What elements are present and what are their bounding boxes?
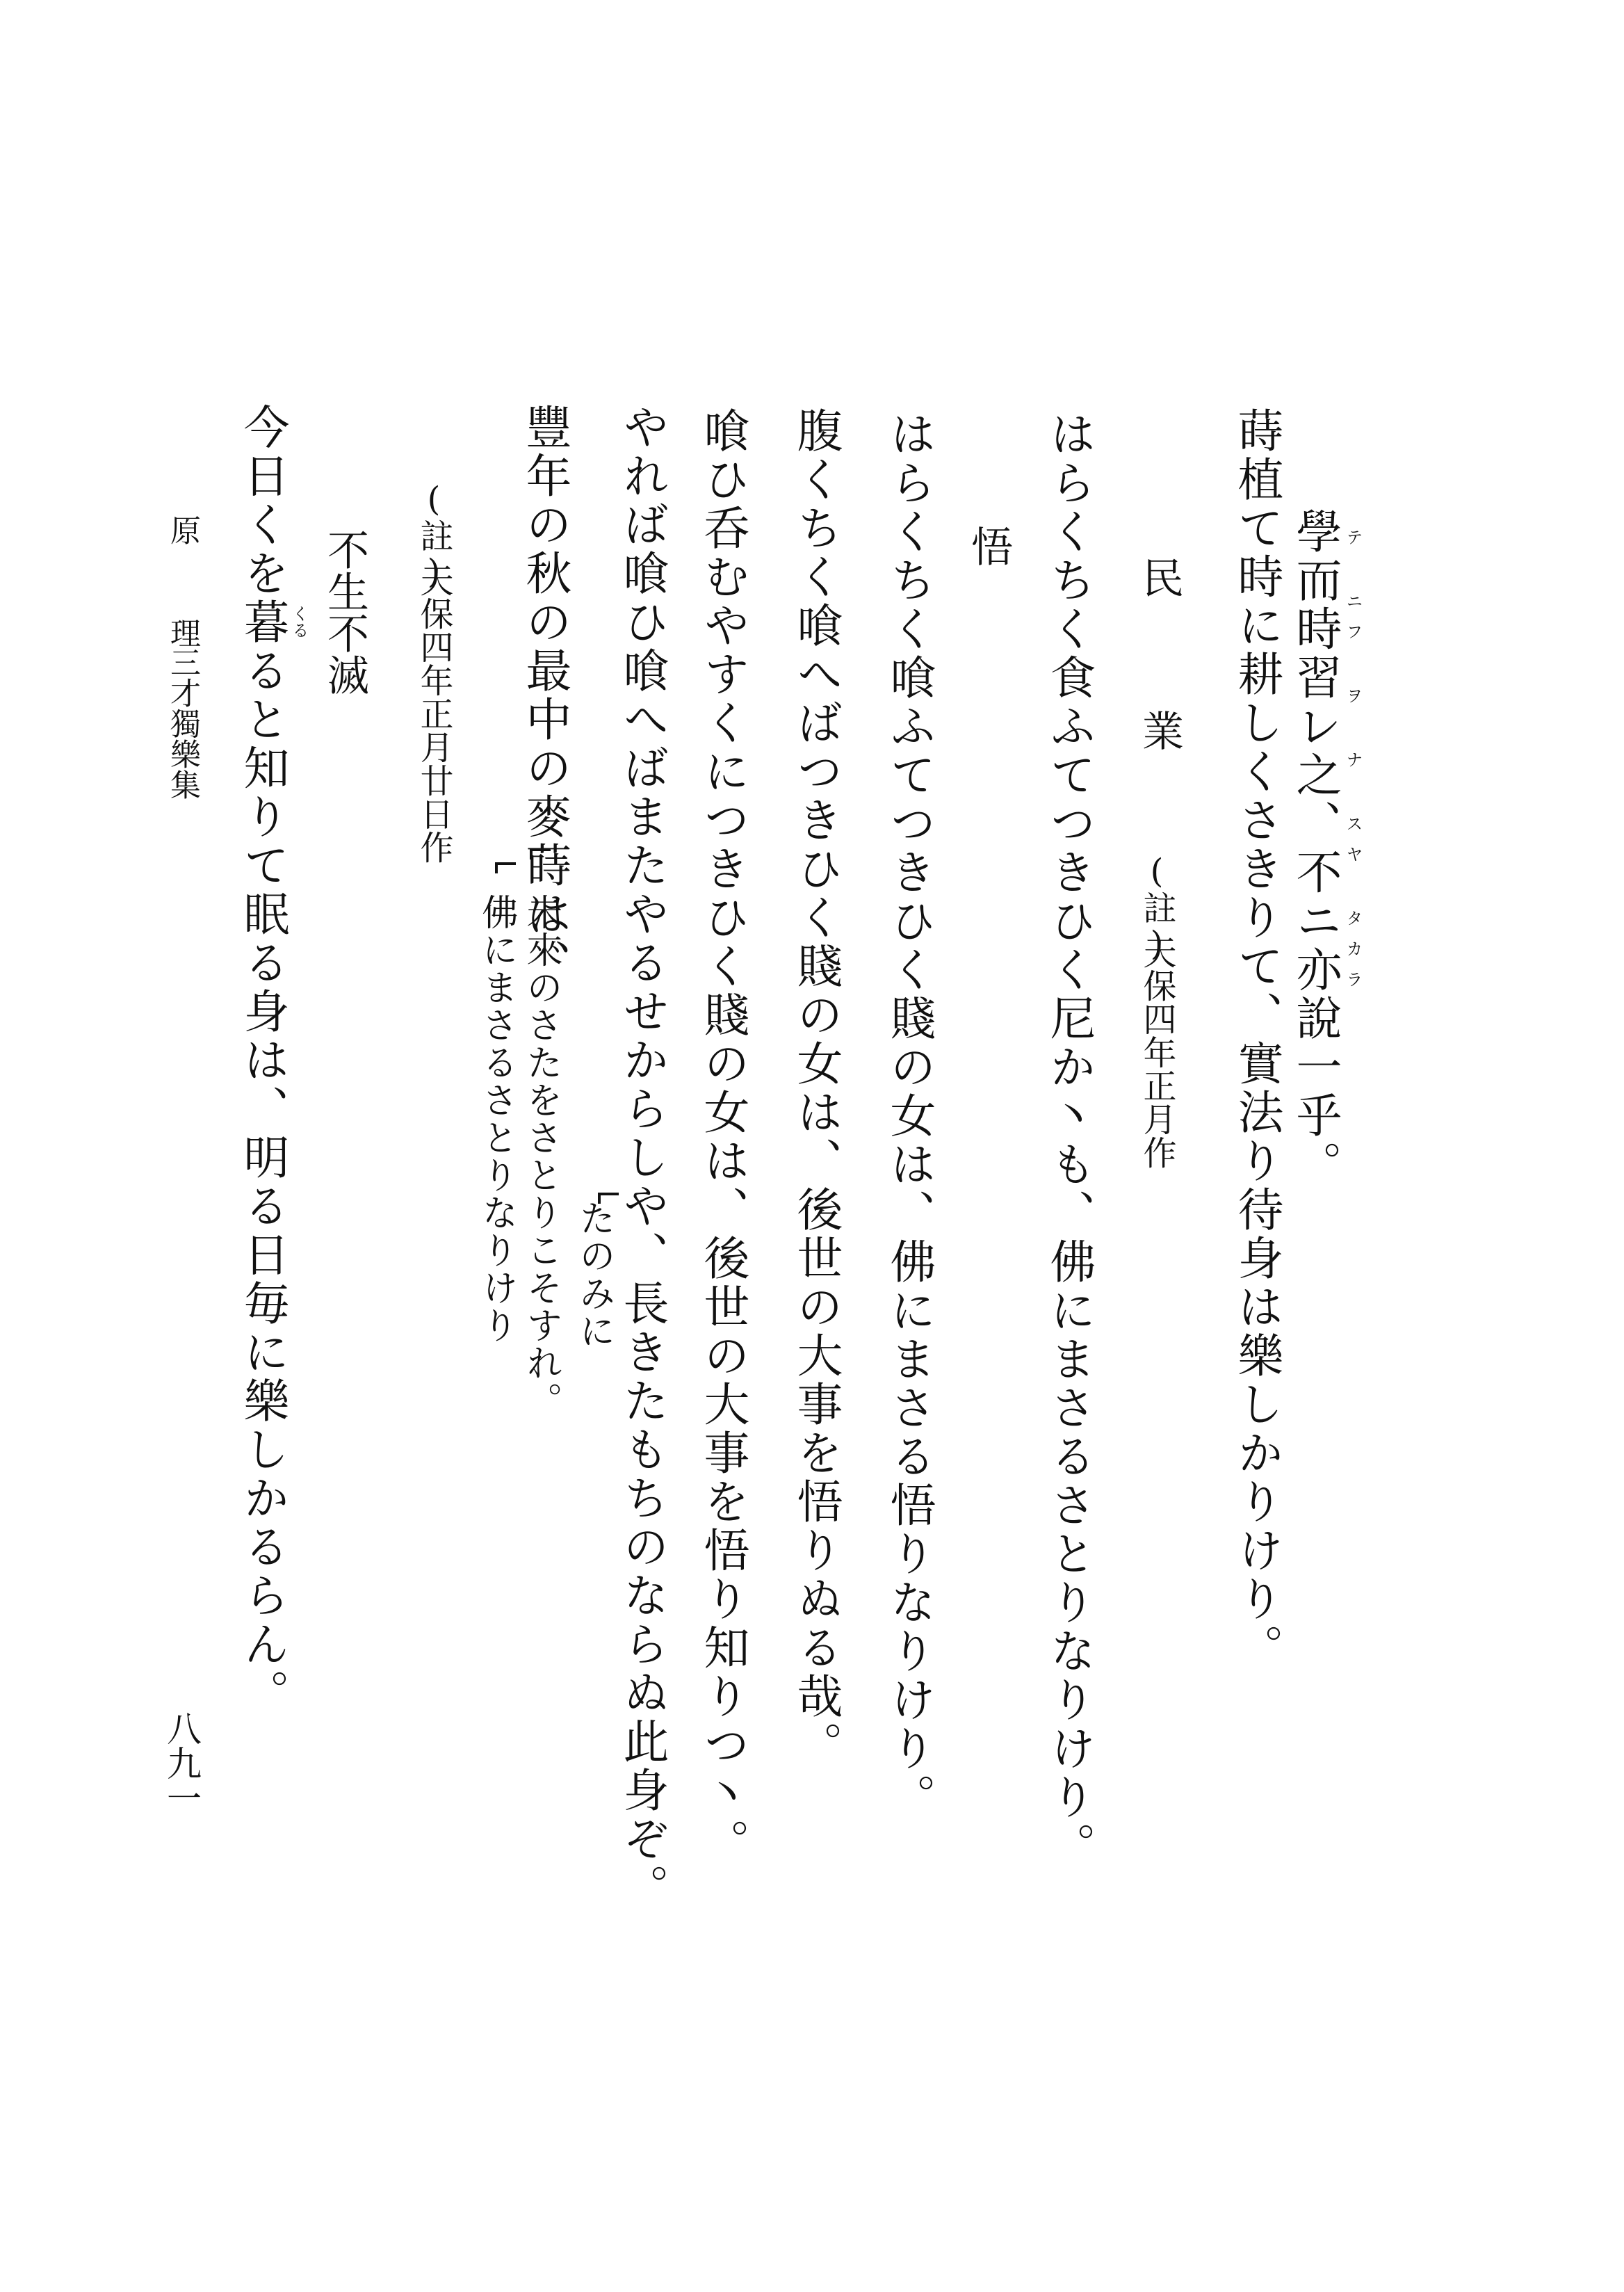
poem-line-3: はらくちく喰ふてつきひく賤の女は、佛にまさる悟りなりけり。	[882, 410, 936, 1822]
poem-line-4: 腹くちく喰へばつきひく賤の女は、後世の大事を悟りぬる哉。	[789, 407, 843, 1770]
poem-line-7-wrap-1: 未來のさたをさとりこそすれ。	[520, 894, 562, 1419]
poem-line-7: 豐年の秋の最中の麥蒔は、	[518, 403, 571, 987]
poem-line-1: 蒔植て時に耕しくさきりて、實法り待身は樂しかりけり。	[1230, 407, 1283, 1672]
heading-fushou: 不生不滅	[320, 528, 369, 695]
quote-line: 學而時習レ之、不ニ亦說一乎。	[1288, 508, 1342, 1189]
heading-satori: 悟	[964, 525, 1013, 567]
note-label-minyo: (註)	[1137, 852, 1176, 963]
footer-book-title: 三才獨樂集	[165, 647, 200, 800]
poem-line-6-wrap: たのみに	[573, 1200, 615, 1350]
poem-line-8: 今日くを暮ると知りて眠る身は、明る日毎に樂しかるらん。	[236, 403, 289, 1718]
poem-line-7-wrap-2: 佛にまさるさとりなりけり	[476, 894, 517, 1344]
footer-section: 原 理	[165, 515, 200, 669]
note-minyo: 天保四年正月作	[1137, 935, 1176, 1169]
page-number: 八九一	[161, 1711, 202, 1815]
poem-line-6: やれば喰ひ喰へばまたやるせからしや、長きたもちのならぬ此身ぞ。	[615, 403, 669, 1912]
quote-ruby: テ ニフ ヲ ナ スヤ タカラ	[1343, 528, 1363, 1001]
wrap-bracket	[495, 862, 516, 873]
note-bottom: 天保四年正月廿日作	[414, 563, 453, 864]
heading-minyo: 民 業	[1135, 556, 1184, 786]
poem-8-ruby: くる	[289, 605, 309, 638]
note-label-bottom: (註)	[414, 480, 453, 591]
poem-line-2: はらくちく食ふてつきひく尼か丶も、佛にまさるさとりなりけり。	[1042, 410, 1096, 1871]
wrap-bracket	[530, 848, 551, 860]
poem-line-5: 喰ひ呑むやすくにつきひく賤の女は、後世の大事を悟り知りつ丶。	[696, 407, 749, 1867]
